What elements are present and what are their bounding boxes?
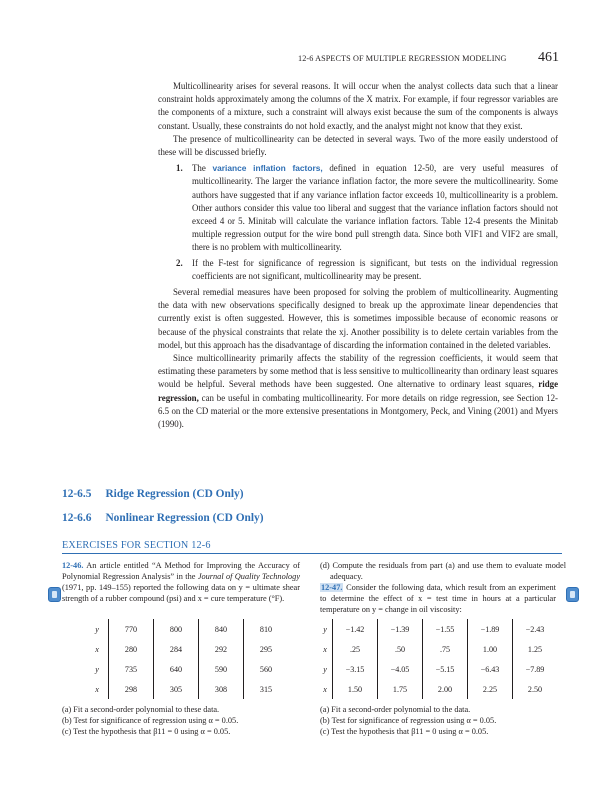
paragraph-text: Since multicollinearity primarily affects the stability of the regression coefficients, it would seem that estimating these parameters by some method that is less sensitive to multicollinearity than ordinary least squares would be helpful. Several methods have been suggested. One alternative to ordinary least squares, (158, 353, 558, 390)
section-title: Nonlinear Regression (CD Only) (105, 512, 264, 524)
table-row (318, 619, 557, 639)
exercise-text: (1971, pp. 149–155) reported the following data on y = ultimate shear strength of a rubber compound (psi) and x = cure temperature (°F). (62, 582, 300, 603)
cd-icon[interactable] (48, 587, 61, 602)
section-number: 12-6.5 (62, 488, 92, 500)
list-number: 2. (176, 257, 183, 268)
table-cell: 1.75 (378, 679, 423, 699)
table-cell: 770 (109, 619, 154, 639)
table-cell: 315 (244, 679, 289, 699)
table-cell: 305 (154, 679, 199, 699)
exercise-12-47 (320, 583, 556, 616)
list-text: If the F-test for significance of regression is significant, but tests on the individual regression coefficients are not significant, multicollinearity may be present. (192, 257, 558, 281)
row-label: y (323, 624, 327, 634)
table-cell: 308 (199, 679, 244, 699)
part-c: (c) Test the hypothesis that β11 = 0 using α = 0.05. (62, 727, 231, 736)
table-cell: 560 (244, 659, 289, 679)
table-cell: .50 (378, 639, 423, 659)
table-cell: .25 (333, 639, 378, 659)
data-table (318, 619, 557, 699)
detection-list (158, 162, 558, 283)
exercise-text: Consider the following data, which result from an experiment to determine the effect of x = test time in hours at a particular temperature on y = change in oil viscosity: (320, 583, 556, 614)
table-row (86, 659, 288, 679)
table-cell: −5.15 (423, 659, 468, 679)
row-label: x (323, 684, 327, 694)
cd-icon[interactable] (566, 587, 579, 602)
row-label: y (95, 624, 99, 634)
page-number: 461 (538, 50, 559, 65)
list-item (176, 162, 558, 254)
table-cell: 1.00 (468, 639, 513, 659)
journal-name: Journal of Quality Technology (197, 571, 301, 581)
table-cell: 590 (199, 659, 244, 679)
row-label: y (323, 664, 327, 674)
row-label: x (323, 644, 327, 654)
table-cell: 292 (199, 639, 244, 659)
table-row (86, 619, 288, 639)
remedies-paragraph-1: Several remedial measures have been proposed for solving the problem of multicollinearity. Augmenting the data with new observations specifically designed to break up the approximate linear dependencies that currently exist is often suggested. However, this is sometimes impossible because of economic reasons or because of the physical constraints that relate the xj. Another possibility is to delete certain variables from the model, but this approach has the disadvantage of discarding the information contained in the deleted variables. (158, 287, 558, 350)
part-c: (c) Test the hypothesis that β11 = 0 using α = 0.05. (320, 727, 489, 736)
paragraph-text: can be useful in combating multicollinearity. For more details on ridge regression, see Section 12-6.5 on the CD material or the more extensive presentations in Montgomery, Peck, and Vining (2001) and Myers (1990). (158, 392, 558, 430)
table-row (86, 679, 288, 699)
table-cell: 800 (154, 619, 199, 639)
table-cell: −1.42 (333, 619, 378, 639)
list-text: defined in equation 12-50, are very useful measures of multicollinearity. The larger the variance inflation factor, the more severe the multicollinearity. Some authors have suggested that if any variance inflation factor exceeds 10, multicollinearity is a problem. Other authors consider this value too liberal and suggest that the variance inflation factors should not exceed 4 or 5. Minitab will calculate the variance inflation factors. Table 12-4 presents the Minitab multiple regression output for the wire bond pull strength data. Since both VIF1 and VIF2 are small, there is no problem with multicollinearity. (192, 163, 558, 253)
table-cell: −1.39 (378, 619, 423, 639)
table-cell: 810 (244, 619, 289, 639)
heading-rule (62, 553, 562, 554)
table-cell: −3.15 (333, 659, 378, 679)
table-cell: 1.50 (333, 679, 378, 699)
remedies-paragraph-2 (158, 352, 558, 431)
table-row (318, 679, 557, 699)
table-cell: −4.05 (378, 659, 423, 679)
table-cell: 280 (109, 639, 154, 659)
bold-term: ridge regression, (158, 379, 559, 403)
section-heading (62, 488, 244, 500)
table-cell: −1.55 (423, 619, 468, 639)
table-cell: .75 (423, 639, 468, 659)
table-cell: −7.89 (513, 659, 558, 679)
table-cell: 298 (109, 679, 154, 699)
table-cell: 1.25 (513, 639, 558, 659)
table-row (86, 639, 288, 659)
list-number: 1. (176, 163, 183, 174)
data-table (86, 619, 288, 699)
table-cell: 2.00 (423, 679, 468, 699)
running-header: 12-6 ASPECTS OF MULTIPLE REGRESSION MODELING (298, 54, 507, 63)
intro-paragraph-1: Multicollinearity arises for several reasons. It will occur when the analyst collects data such that a linear constraint holds approximately among the columns of the X matrix. For example, if four regressor variables are the components of a mixture, such a constraint will always exist because the sum of the components is always constant. Usually, these constraints do not hold exactly, and the analyst might not know that they exist. (158, 81, 558, 131)
row-label: y (95, 664, 99, 674)
section-title: Ridge Regression (CD Only) (105, 488, 244, 500)
table-cell: 640 (154, 659, 199, 679)
exercise-12-46-part-d: (d) Compute the residuals from part (a) and use them to evaluate model adequacy. (320, 561, 566, 581)
part-b: (b) Test for significance of regression using α = 0.05. (62, 716, 239, 725)
row-label: x (95, 644, 99, 654)
row-label: x (95, 684, 99, 694)
exercise-number: 12-47. (321, 583, 343, 592)
list-item (176, 257, 558, 283)
exercise-number: 12-46. (62, 561, 84, 570)
part-a: (a) Fit a second-order polynomial to these data. (62, 705, 220, 714)
intro-paragraph-2: The presence of multicollinearity can be detected in several ways. Two of the more easily understood of these will be discussed briefly. (158, 133, 558, 158)
part-b: (b) Test for significance of regression using α = 0.05. (320, 716, 497, 725)
table-row (318, 659, 557, 679)
main-body (158, 80, 558, 431)
part-a: (a) Fit a second-order polynomial to the data. (320, 705, 471, 714)
table-cell: 284 (154, 639, 199, 659)
exercise-parts (320, 704, 560, 737)
table-cell: 2.50 (513, 679, 558, 699)
key-term: variance inflation factors, (212, 163, 323, 174)
section-number: 12-6.6 (62, 512, 92, 524)
table-cell: 735 (109, 659, 154, 679)
table-cell: −6.43 (468, 659, 513, 679)
exercises-heading: EXERCISES FOR SECTION 12-6 (62, 540, 211, 551)
list-text: The (192, 163, 206, 174)
exercise-12-46 (62, 561, 300, 605)
exercise-text: An article entitled “A Method for Improving the Accuracy of Polynomial Regression Analysis” in the (62, 561, 300, 581)
table-cell: 295 (244, 639, 289, 659)
section-heading (62, 512, 264, 524)
table-cell: 840 (199, 619, 244, 639)
table-row (318, 639, 557, 659)
table-cell: −1.89 (468, 619, 513, 639)
exercise-parts (62, 704, 302, 737)
table-cell: 2.25 (468, 679, 513, 699)
table-cell: −2.43 (513, 619, 558, 639)
